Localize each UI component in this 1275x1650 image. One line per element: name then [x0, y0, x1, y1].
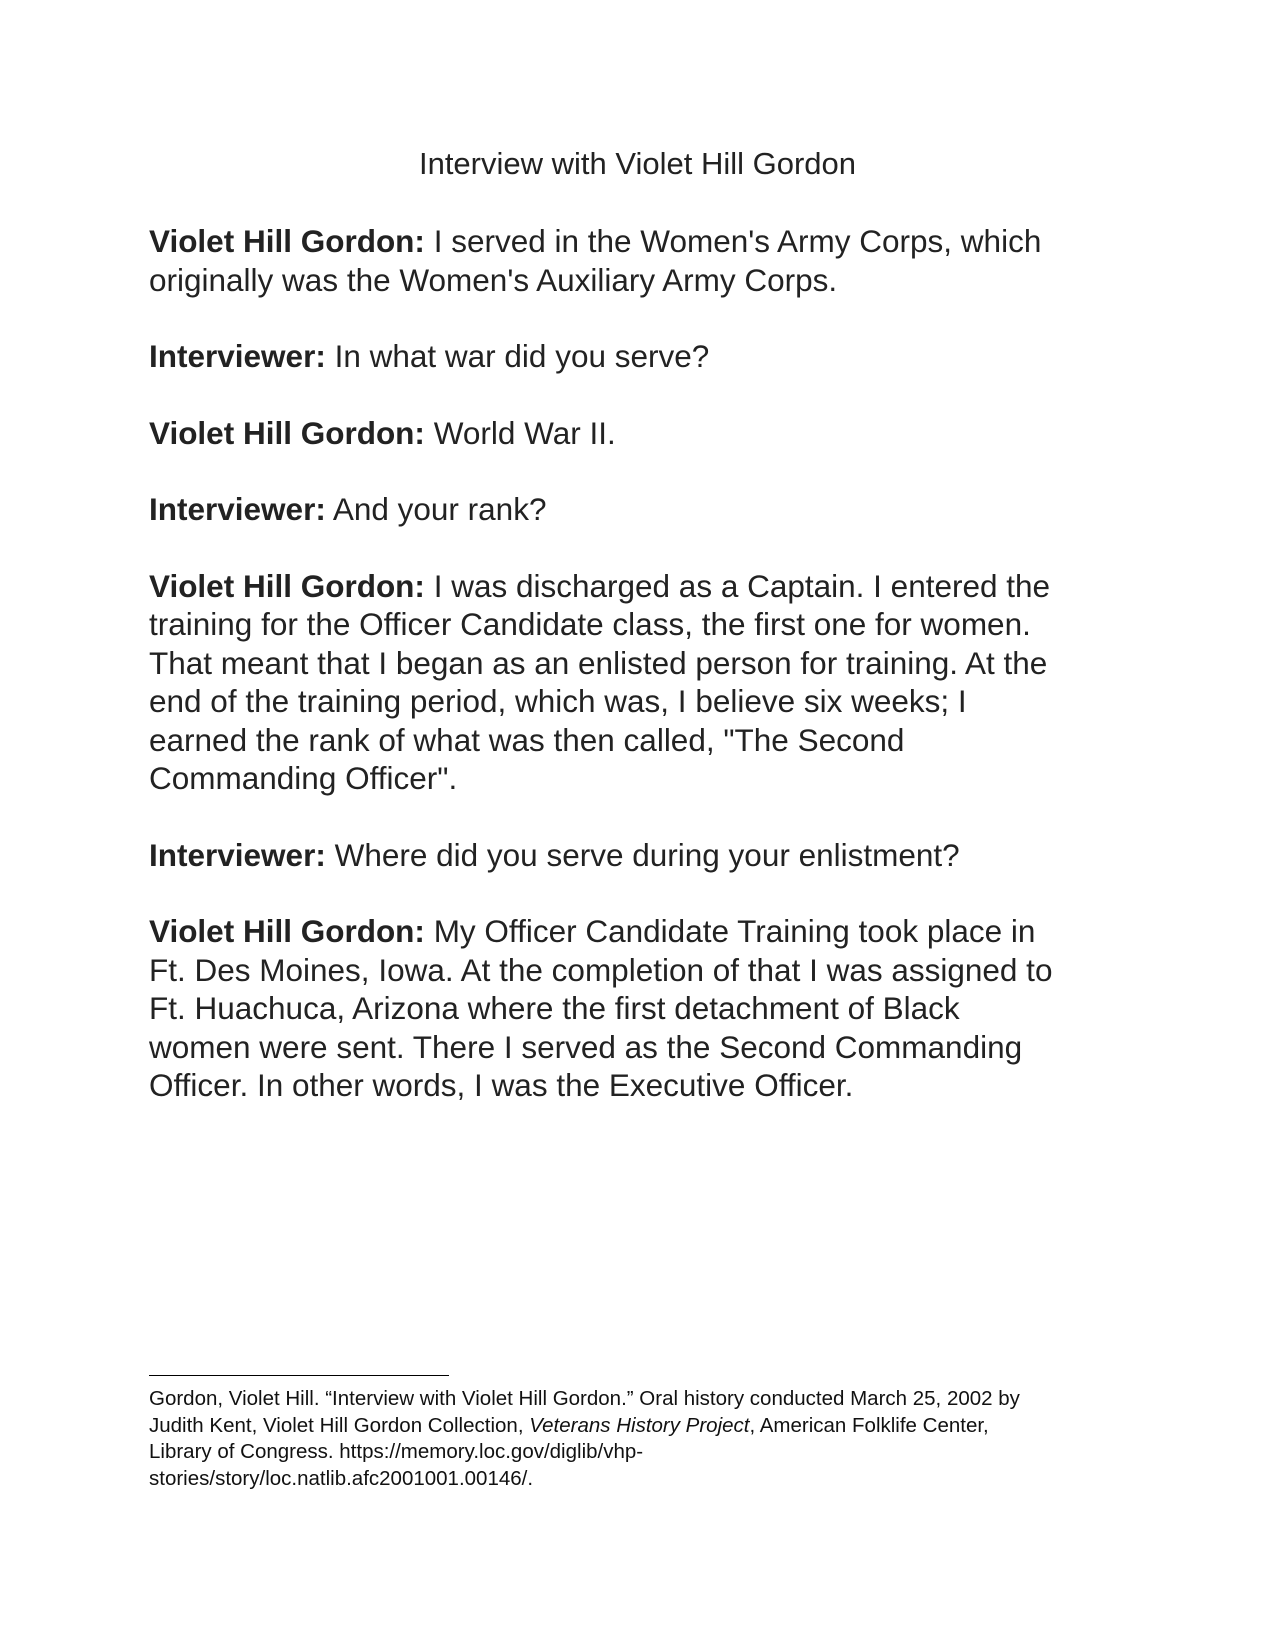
speaker-label: Violet Hill Gordon: — [149, 414, 425, 451]
footnote-line: Gordon, Violet Hill. “Interview with Violet Hill Gordon.” Oral history conducted March 25, 2002 by — [149, 1387, 1020, 1410]
footnote-line: Library of Congress. https://memory.loc.gov/diglib/vhp- — [149, 1440, 644, 1463]
document-title: Interview with Violet Hill Gordon — [418, 146, 857, 181]
dialogue-line: My Officer Candidate Training took place in — [433, 913, 1036, 949]
dialogue-line: And your rank? — [332, 491, 547, 527]
speaker-label: Violet Hill Gordon: — [149, 567, 425, 604]
dialogue-line: training for the Officer Candidate class, the first one for women. — [149, 606, 1031, 642]
dialogue-entry — [149, 337, 1129, 376]
dialogue-line: Ft. Huachuca, Arizona where the first detachment of Black — [149, 990, 960, 1026]
dialogue-line: Commanding Officer". — [149, 760, 458, 796]
speaker-label: Violet Hill Gordon: — [149, 913, 425, 949]
dialogue-entry — [149, 414, 1129, 453]
dialogue-line: Ft. Des Moines, Iowa. At the completion of that I was assigned to — [149, 951, 1053, 988]
dialogue-line: That meant that I began as an enlisted person for training. At the — [149, 644, 1048, 681]
dialogue-line: Where did you serve during your enlistment? — [334, 836, 960, 873]
dialogue-line: originally was the Women's Auxiliary Army Corps. — [149, 261, 838, 298]
footnote-italic-title: Veterans History Project — [529, 1413, 750, 1437]
dialogue-line: World War II. — [433, 414, 616, 451]
dialogue-entry — [149, 836, 1129, 875]
footnote-text: , American Folklife Center, — [749, 1413, 989, 1437]
speaker-label: Interviewer: — [149, 491, 326, 527]
dialogue-line: I served in the Women's Army Corps, which — [433, 223, 1042, 259]
dialogue-line: Officer. In other words, I was the Executive Officer. — [149, 1067, 854, 1103]
dialogue-entry — [149, 567, 1129, 798]
footnote-text: Judith Kent, Violet Hill Gordon Collection, — [149, 1413, 530, 1437]
footnote-separator — [149, 1375, 449, 1376]
dialogue-line: end of the training period, which was, I believe six weeks; I — [149, 683, 967, 719]
dialogue-entry — [149, 222, 1129, 299]
footnote-line: stories/story/loc.natlib.afc2001001.00146/. — [149, 1466, 534, 1490]
speaker-label: Violet Hill Gordon: — [149, 223, 425, 259]
footnote-line — [149, 1413, 1139, 1440]
dialogue-line: In what war did you serve? — [334, 338, 710, 374]
dialogue-entry — [149, 490, 1129, 529]
speaker-label: Interviewer: — [149, 836, 326, 873]
speaker-label: Interviewer: — [149, 338, 326, 374]
dialogue-line: I was discharged as a Captain. I entered the — [433, 567, 1051, 604]
footnote-citation — [149, 1386, 1139, 1492]
dialogue-line: women were sent. There I served as the Second Commanding — [149, 1028, 1023, 1065]
interview-transcript — [149, 222, 1129, 1143]
dialogue-line: earned the rank of what was then called, "The Second — [149, 721, 905, 758]
dialogue-entry — [149, 912, 1129, 1105]
